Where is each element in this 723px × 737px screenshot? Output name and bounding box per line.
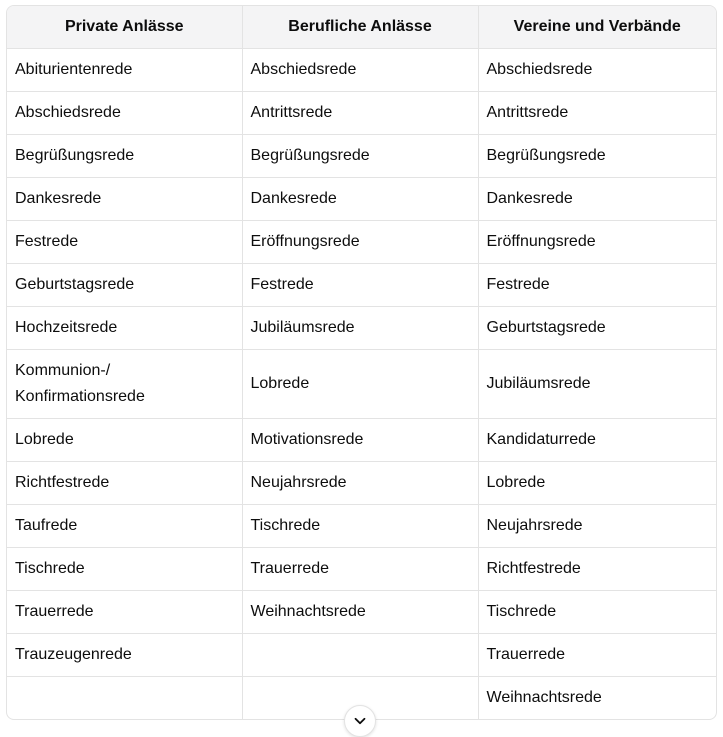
table-cell: Motivationsrede bbox=[242, 419, 478, 462]
table-row bbox=[7, 462, 716, 505]
table-row bbox=[7, 548, 716, 591]
table-cell: Dankesrede bbox=[7, 178, 242, 221]
table-row bbox=[7, 178, 716, 221]
table-cell: Richtfestrede bbox=[7, 462, 242, 505]
scroll-down-button[interactable] bbox=[344, 705, 376, 737]
table-row bbox=[7, 634, 716, 677]
table-cell bbox=[7, 677, 242, 720]
table-cell: Festrede bbox=[242, 264, 478, 307]
header-clubs: Vereine und Verbände bbox=[478, 6, 716, 49]
table-cell: Antrittsrede bbox=[242, 92, 478, 135]
table-cell: Trauzeugenrede bbox=[7, 634, 242, 677]
table-cell: Jubiläumsrede bbox=[242, 307, 478, 350]
table-cell: Lobrede bbox=[7, 419, 242, 462]
table-cell: Weihnachtsrede bbox=[486, 689, 602, 706]
table-cell: Eröffnungsrede bbox=[242, 221, 478, 264]
speech-occasions-table bbox=[7, 6, 716, 719]
table-cell: Trauerrede bbox=[7, 591, 242, 634]
table-cell: Kommunion-/ Konfirmationsrede bbox=[7, 350, 242, 419]
table-cell: Festrede bbox=[7, 221, 242, 264]
table-row bbox=[7, 264, 716, 307]
table-cell: Geburtstagsrede bbox=[7, 264, 242, 307]
table-cell: Trauerrede bbox=[478, 634, 716, 677]
table-cell: Tischrede bbox=[478, 591, 716, 634]
table-row bbox=[7, 350, 716, 419]
table-cell: Begrüßungsrede bbox=[7, 135, 242, 178]
table-cell: Dankesrede bbox=[242, 178, 478, 221]
table-cell: Lobrede bbox=[242, 350, 478, 419]
table-cell: Hochzeitsrede bbox=[7, 307, 242, 350]
table-cell: Neujahrsrede bbox=[242, 462, 478, 505]
table-row bbox=[7, 419, 716, 462]
table-cell: Weihnachtsrede bbox=[242, 591, 478, 634]
table-cell: Neujahrsrede bbox=[478, 505, 716, 548]
table-row bbox=[7, 505, 716, 548]
table-cell: Abiturientenrede bbox=[7, 49, 242, 92]
table-cell: Tischrede bbox=[7, 548, 242, 591]
table-cell: Trauerrede bbox=[242, 548, 478, 591]
table-cell: Begrüßungsrede bbox=[478, 135, 716, 178]
table-cell bbox=[242, 634, 478, 677]
table-cell: Abschiedsrede bbox=[242, 49, 478, 92]
header-private: Private Anlässe bbox=[7, 6, 242, 49]
table-cell: Eröffnungsrede bbox=[478, 221, 716, 264]
table-cell: Kandidaturrede bbox=[478, 419, 716, 462]
table-cell: Dankesrede bbox=[478, 178, 716, 221]
table-cell: Geburtstagsrede bbox=[478, 307, 716, 350]
table-row bbox=[7, 307, 716, 350]
table-cell: Lobrede bbox=[478, 462, 716, 505]
table-cell: Festrede bbox=[478, 264, 716, 307]
chevron-down-icon bbox=[353, 714, 367, 728]
table-cell: Tischrede bbox=[242, 505, 478, 548]
table-header-row bbox=[7, 6, 716, 49]
table-row bbox=[7, 135, 716, 178]
table-cell: Antrittsrede bbox=[478, 92, 716, 135]
table-row bbox=[7, 92, 716, 135]
table-row bbox=[7, 49, 716, 92]
table-cell: Begrüßungsrede bbox=[242, 135, 478, 178]
table-cell: Taufrede bbox=[7, 505, 242, 548]
table-row bbox=[7, 591, 716, 634]
table-cell: Abschiedsrede bbox=[7, 92, 242, 135]
table-cell: Richtfestrede bbox=[478, 548, 716, 591]
table-container bbox=[6, 5, 717, 720]
table-cell: Abschiedsrede bbox=[478, 49, 716, 92]
table-row bbox=[7, 221, 716, 264]
header-professional: Berufliche Anlässe bbox=[242, 6, 478, 49]
table-cell: Jubiläumsrede bbox=[478, 350, 716, 419]
